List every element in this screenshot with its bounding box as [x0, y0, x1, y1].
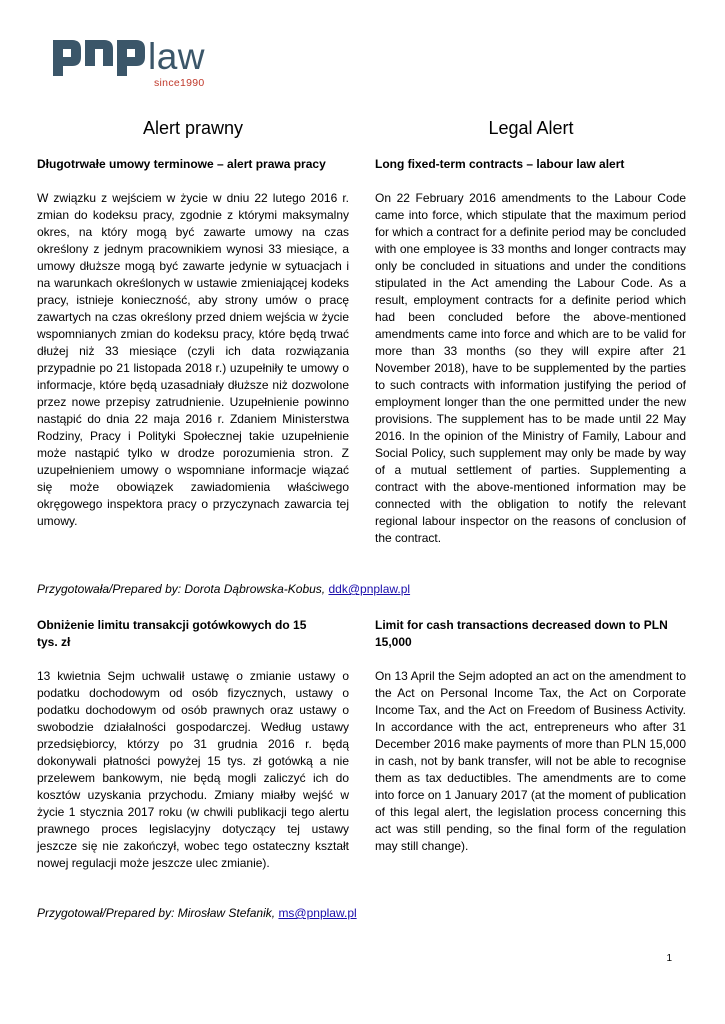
- section2-author: Przygotował/Prepared by: Mirosław Stefanik,: [37, 906, 279, 920]
- logo-since-text: since1990: [154, 77, 205, 89]
- title-pl: Alert prawny: [142, 118, 244, 138]
- pnp-logo-mark-icon: [50, 36, 146, 80]
- section2-heading-pl: Obniżenie limitu transakcji gotówkowych do 15 tys. zł: [37, 618, 307, 649]
- section1-body-en: On 22 February 2016 amendments to the Labour Code came into force, which stipulate that the maximum period for which a contract for a definite period may be concluded with one employee is 33 months and longer contracts may only be concluded in situations and under the conditions stipulated in the Act amending the Labour Code. As a result, employment contracts for a definite period which had been concluded before the above-mentioned amendments came into force and which are to be valid for more than 33 months (so they will expire after 21 November 2018), have to be supplemented by the parties to such contracts with information justifying the period of employment longer than the one permitted under the new provisions. The supplement has to be made until 22 May 2016. In the opinion of the Ministry of Family, Labour and Social Policy, such supplement may only be made by way of a mutual settlement of parties. Supplementing a contract with the above-mentioned information may be connected with the obligation to notify the relevant regional labour inspector on the reasons of conclusion of the contract.: [375, 191, 686, 545]
- title-en: Legal Alert: [488, 118, 574, 138]
- section1-prepared-by: [37, 582, 410, 596]
- section1-body-pl: W związku z wejściem w życie w dniu 22 lutego 2016 r. zmian do kodeksu pracy, zgodnie z którymi maksymalny okres, na który mogą być zawarte umowy na czas określony z jednym pracownikiem wynosi 33 miesiące, a umowy dłuższe mogą być zawarte jedynie w sytuacjach i na warunkach określonych w ustawie zmieniającej kodeks pracy, istnieje konieczność, aby strony umów o pracę zawartych na czas określony przed dniem wejścia w życie wspomnianych zmian do kodeksu pracy, które będą trwać dłużej niż 33 miesiące (czyli ich data rozwiązania przypadnie po 21 listopada 2018 r.) uzupełniły te umowy o informacje, które będą uzasadniały dłuższe niż dozwolone przez nowe przepisy zatrudnienie. Uzupełnienie powinno nastąpić do dnia 22 maja 2016 r. Zdaniem Ministerstwa Rodziny, Pracy i Polityki Społecznej takie uzupełnienie może nastąpić tylko w drodze porozumienia stron. Z uzupełnieniem umowy o wspomniane informacje wiązać się może obowiązek zawiadomienia właściwego okręgowego inspektora pracy o przyczynach zawarcia tej umowy.: [37, 191, 349, 528]
- section2-prepared-by: [37, 906, 357, 920]
- section1-email-link[interactable]: ddk@pnplaw.pl: [328, 582, 411, 596]
- section1-heading-pl: Długotrwałe umowy terminowe – alert prawa pracy: [37, 157, 326, 171]
- section2-heading-en: Limit for cash transactions decreased down to PLN 15,000: [375, 618, 668, 649]
- section2-body-en: On 13 April the Sejm adopted an act on the amendment to the Act on Personal Income Tax, the Act on Corporate Income Tax, and the Act on Freedom of Business Activity. In accordance with the act, entrepreneurs who after 31 December 2016 make payments of more than PLN 15,000 in cash, not by bank transfer, will not be able to recognise them as tax deductibles. The amendments are to come into force on 1 January 2017 (at the moment of publication of this legal alert, the legislation process concerning this act was still pending, so the final form of the regulation may still change).: [375, 669, 686, 853]
- section1-author: Przygotowała/Prepared by: Dorota Dąbrowska-Kobus,: [37, 582, 329, 596]
- logo-law-text: law: [148, 36, 206, 77]
- section2-body-pl: 13 kwietnia Sejm uchwalił ustawę o zmianie ustawy o podatku dochodowym od osób fizycznych, ustawy o podatku dochodowym od osób prawnych oraz ustawy o swobodzie działalności gospodarczej. Według ustawy przedsiębiorcy, którzy po 31 grudnia 2016 r. będą dokonywali płatności powyżej 15 tys. zł gotówką a nie przelewem bankowym, nie będą mogli zaliczyć ich do kosztów uzyskania przychodu. Zmiany miałby wejść w życie 1 stycznia 2017 roku (w chwili publikacji tego alertu prawnego proces legislacyjny dotyczący tej ustawy jeszcze się nie zakończył, wobec tego ostateczny kształt nowej regulacji może jeszcze ulec zmianie).: [37, 669, 349, 870]
- pnp-law-logo: [50, 36, 230, 96]
- section2-email-link[interactable]: ms@pnplaw.pl: [278, 906, 357, 920]
- page-number: 1: [666, 953, 672, 964]
- section1-heading-en: Long fixed-term contracts – labour law alert: [375, 157, 625, 171]
